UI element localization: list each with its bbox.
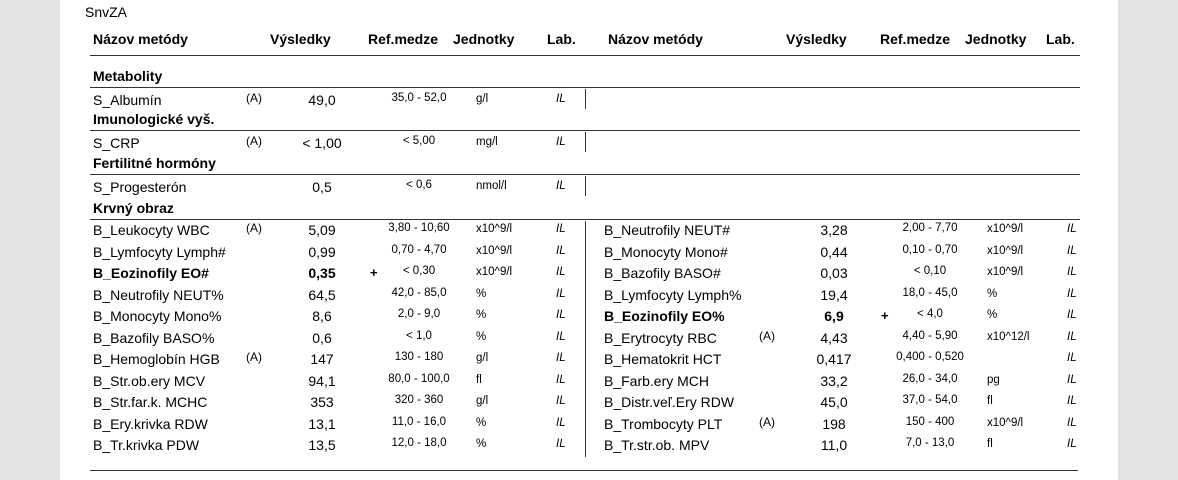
unit: g/l [476,93,489,105]
result-value: < 1,00 [302,135,342,151]
result-value: 13,5 [308,437,336,453]
lab-code: IL [1067,395,1077,407]
column-divider [585,89,586,109]
unit: % [476,438,487,450]
unit: x10^9/l [476,245,513,257]
reference-range: 320 - 360 [394,394,444,406]
header-method-name: Názov metódy [93,31,188,47]
reference-range: < 0,6 [406,179,432,191]
reference-range: 12,0 - 18,0 [391,437,447,449]
test-name: B_Tr.krivka PDW [93,437,200,453]
result-value: 33,2 [820,373,848,389]
result-value: 0,35 [308,265,336,281]
unit: x10^9/l [476,223,513,235]
reference-range: 0,70 - 4,70 [391,244,447,256]
result-value: 0,6 [312,330,332,346]
lab-code: IL [556,136,566,148]
section-title-imunologicke: Imunologické vyš. [93,111,215,127]
reference-range: < 0,30 [402,265,436,277]
test-name: B_Lymfocyty Lymph# [93,244,226,260]
result-value: 0,5 [312,179,332,195]
result-value: 49,0 [308,92,336,108]
report-page [60,0,1118,480]
section-title-metabolity: Metabolity [93,68,163,84]
lab-code: IL [1067,288,1077,300]
reference-range: 11,0 - 16,0 [391,416,447,428]
header-ref-range: Ref.medze [368,31,439,47]
test-name: S_Albumín [93,92,162,108]
lab-code: IL [1067,438,1077,450]
unit: x10^12/l [987,331,1030,343]
reference-range: 150 - 400 [905,416,955,428]
unit: fl [476,374,482,386]
reference-range: < 1,0 [406,330,432,342]
result-value: 3,28 [820,222,848,238]
result-value: 19,4 [820,287,848,303]
result-value: 0,03 [820,265,848,281]
header-results: Výsledky [786,31,847,47]
test-name: B_Neutrofily NEUT# [604,222,731,238]
unit: % [476,417,487,429]
header-lab: Lab. [1046,31,1075,47]
reference-range: < 5,00 [402,135,436,147]
header-rule [90,55,1080,56]
left-margin-band [0,0,60,480]
test-name: B_Bazofily BASO% [93,330,215,346]
reference-range: 37,0 - 54,0 [902,394,958,406]
header-results: Výsledky [270,31,331,47]
test-name: B_Bazofily BASO# [604,265,721,281]
result-value: 11,0 [820,437,848,453]
unit: % [476,288,487,300]
reference-range: 0,400 - 0,520 [896,351,964,363]
section-rule [90,219,1080,220]
result-value: 94,1 [308,373,336,389]
reference-range: 0,10 - 0,70 [902,244,958,256]
section-rule [90,87,1080,88]
result-value: 147 [310,351,334,367]
header-units: Jednotky [965,31,1027,47]
reference-range: < 4,0 [917,308,943,320]
accreditation-flag: (A) [246,350,262,364]
abnormal-mark: + [370,265,378,280]
reference-range: 7,0 - 13,0 [905,437,955,449]
test-name: S_Progesterón [93,179,187,195]
reference-range: 4,40 - 5,90 [902,330,958,342]
lab-code: IL [1067,374,1077,386]
test-name: B_Str.ob.ery MCV [93,373,206,389]
reference-range: < 0,10 [913,265,947,277]
unit: % [476,309,487,321]
reference-range: 2,00 - 7,70 [902,222,958,234]
unit: pg [987,374,1000,386]
lab-code: IL [556,93,566,105]
right-margin-band [1118,0,1178,480]
lab-code: IL [1067,331,1077,343]
test-name: B_Str.far.k. MCHC [93,394,208,410]
reference-range: 42,0 - 85,0 [391,287,447,299]
unit: x10^9/l [476,266,513,278]
test-name: B_Hematokrit HCT [604,351,722,367]
accreditation-flag: (A) [759,329,775,343]
unit: x10^9/l [987,266,1024,278]
reference-range: 18,0 - 45,0 [902,287,958,299]
column-divider [585,176,586,196]
header-method-name: Názov metódy [608,31,703,47]
result-value: 13,1 [308,416,336,432]
reference-range: 2,0 - 9,0 [397,308,441,320]
reference-range: 35,0 - 52,0 [391,92,447,104]
result-value: 0,417 [816,351,852,367]
lab-code: IL [556,331,566,343]
test-name: B_Lymfocyty Lymph% [604,287,742,303]
lab-code: IL [556,266,566,278]
lab-code: IL [556,438,566,450]
test-name: B_Eozinofily EO% [604,308,725,324]
header-lab: Lab. [547,31,576,47]
accreditation-flag: (A) [759,415,775,429]
lab-code: IL [1067,417,1077,429]
unit: % [476,331,487,343]
unit: nmol/l [476,180,507,192]
section-title-fertilitne: Fertilitné hormóny [93,155,216,171]
result-value: 8,6 [312,308,332,324]
test-name: B_Leukocyty WBC [93,222,210,238]
lab-code: IL [1067,223,1077,235]
unit: x10^9/l [987,417,1024,429]
column-divider [585,132,586,152]
abnormal-mark: + [881,308,889,323]
section-rule [90,174,1080,175]
lab-code: IL [556,395,566,407]
section-title-krvny-obraz: Krvný obraz [93,200,174,216]
lab-code: IL [556,223,566,235]
bottom-rule [90,470,1078,471]
result-value: 45,0 [820,394,848,410]
result-value: 0,99 [308,244,336,260]
lab-code: IL [556,180,566,192]
result-value: 5,09 [308,222,336,238]
test-name: B_Neutrofily NEUT% [93,287,224,303]
accreditation-flag: (A) [246,91,262,105]
test-name: B_Ery.krivka RDW [93,416,208,432]
section-rule [90,130,1080,131]
unit: % [987,309,998,321]
test-name: B_Distr.veľ.Ery RDW [604,394,735,410]
unit: fl [987,438,993,450]
corner-label: SnvZA [85,4,128,20]
accreditation-flag: (A) [246,221,262,235]
unit: mg/l [476,136,498,148]
test-name: B_Trombocyty PLT [604,416,723,432]
result-value: 0,44 [820,244,848,260]
unit: % [987,288,998,300]
test-name: B_Hemoglobín HGB [93,351,220,367]
unit: x10^9/l [987,223,1024,235]
reference-range: 3,80 - 10,60 [388,222,450,234]
reference-range: 80,0 - 100,0 [388,373,450,385]
reference-range: 130 - 180 [394,351,444,363]
unit: x10^9/l [987,245,1024,257]
lab-code: IL [556,352,566,364]
result-value: 64,5 [308,287,336,303]
lab-code: IL [556,245,566,257]
lab-code: IL [1067,245,1077,257]
unit: g/l [476,395,489,407]
header-ref-range: Ref.medze [880,31,951,47]
test-name: B_Monocyty Mono# [604,244,728,260]
lab-code: IL [556,417,566,429]
lab-code: IL [1067,266,1077,278]
unit: g/l [476,352,489,364]
test-name: B_Farb.ery MCH [604,373,710,389]
lab-code: IL [556,309,566,321]
result-value: 353 [310,394,334,410]
result-value: 4,43 [820,330,848,346]
lab-code: IL [1067,352,1077,364]
header-units: Jednotky [453,31,515,47]
test-name: B_Erytrocyty RBC [604,330,717,346]
test-name: B_Eozinofily EO# [93,265,209,281]
column-divider [585,221,586,457]
result-value: 6,9 [824,308,844,324]
lab-code: IL [556,374,566,386]
lab-code: IL [556,288,566,300]
reference-range: 26,0 - 34,0 [902,373,958,385]
result-value: 198 [822,416,846,432]
lab-code: IL [1067,309,1077,321]
test-name: S_CRP [93,135,140,151]
test-name: B_Tr.str.ob. MPV [604,437,710,453]
accreditation-flag: (A) [246,134,262,148]
unit: fl [987,395,993,407]
test-name: B_Monocyty Mono% [93,308,222,324]
